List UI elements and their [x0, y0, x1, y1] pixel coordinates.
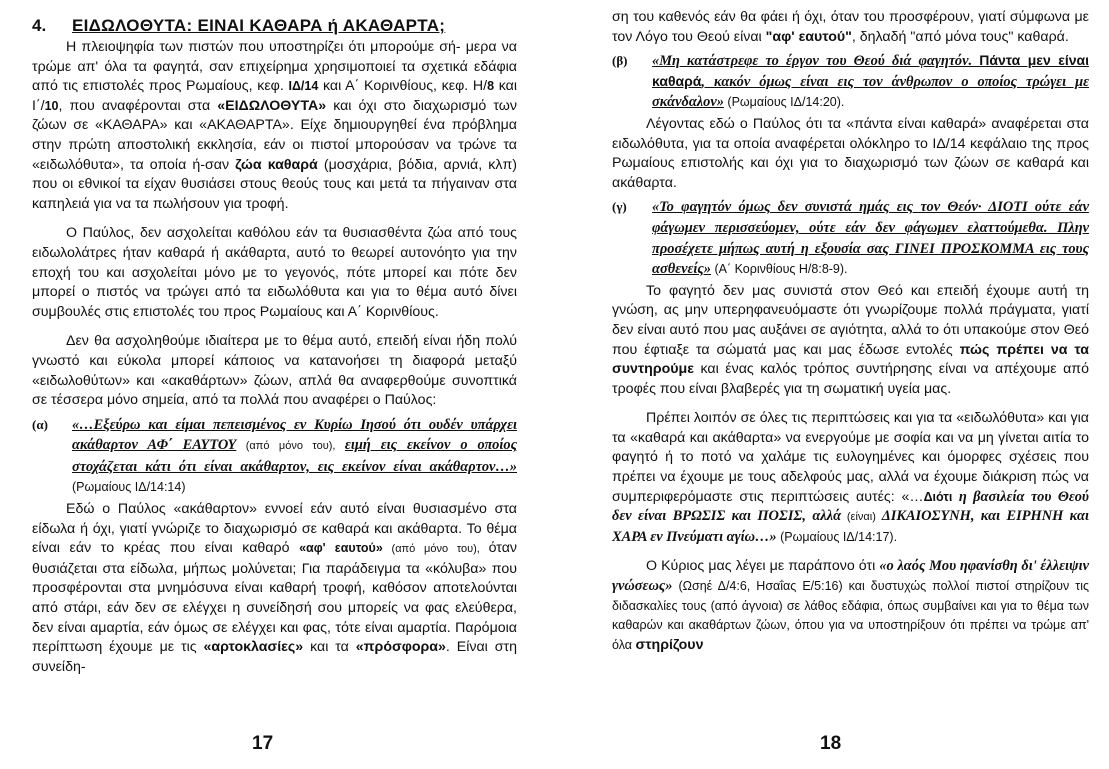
paragraph-explanation: Εδώ ο Παύλος «ακάθαρτον» εννοεί εάν αυτό είναι θυσιασμένο στα είδωλα ή όχι, γιατί γνώριζε το διαχωρισμό σε καθαρά και ακάθαρτα. Το θέμα είναι εάν το κρέας που είναι καθαρό «αφ' εαυτού» (από μόνο του), όταν θυσιάζεται στα είδωλα, μήπως μολύνεται; Για παράδειγμα τα «κόλυβα» που προσφέρονται στα μνημόσυνα είναι καθαρή τροφή, καθόσον αποτελούνται από στάρι, εάν δεν σε ελέγχει η συνείδησή σου μπορείς να φας ελεύθερα, δεν είναι αμαρτία, εάν όμως σε ελέγχει και φας, τότε είναι αμαρτία. Παρόμοια περίπτωση έχουμε με τις «αρτοκλασίες» και τα «πρόσφορα». Είναι στη συνείδη- — [32, 501, 517, 675]
page-number-right: 18 — [820, 733, 842, 754]
item-c-body: «Το φαγητόν όμως δεν συνιστά ημάς εις τον Θεόν· ΔΙΟΤΙ ούτε εάν φάγωμεν περισσεύομεν, ούτε εάν δεν φάγωμεν ελαττούμεθα. Πλην προσέχετε μήπως αυτή η εξουσία σας ΓΙΝΕΙ ΠΡΟΣΚΟΜΜΑ εις τους ασθενείς» (Α΄ Κορινθίους Η/8:8-9). — [652, 199, 1089, 278]
paragraph-paul: Ο Παύλος, δεν ασχολείται καθόλου εάν τα θυσιασθέντα ζώα από τους ειδωλολάτρες ήταν καθαρά ή ακάθαρτα, αυτό το θεωρεί αυτονόητο για την εποχή του και ασχολείται μόνο με το γεγονός, πότε μπορεί και πότε δεν μπορεί ο πιστός να τρώγει από τα ειδωλόθυτα και για το θέμα αυτό δίνει συμβουλές στις επιστολές του προς Ρωμαίους και Α΄ Κορινθίους. — [32, 225, 517, 320]
item-a-label: (α) — [32, 416, 48, 432]
item-b-label: (β) — [612, 53, 628, 69]
page-left — [0, 0, 553, 769]
page-number-left: 17 — [252, 733, 274, 754]
paragraph-lord: Ο Κύριος μας λέγει με παράπονο ότι «ο λαός Μου ηφανίσθη δι' έλλειψιν γνώσεως» (Ωσηέ Δ/4:6, Ησαΐας Ε/5:16) και δυστυχώς πολλοί πιστοί στηρίζουν τις διδασκαλίες τους (από άγνοια) σε λάθος εδάφια, όπως συμβαίνει και για το θέμα των καθαρών και ακαθάρτων ζώων, όπου για να υποστηρίξουν ότι πρέπει να τρώμε απ' όλα στηρίζουν — [612, 558, 1089, 653]
paragraph-continued: ση του καθενός εάν θα φάει ή όχι, όταν του προσφέρουν, γιατί σύμφωνα με τον Λόγο του Θεού είναι "αφ' εαυτού", δηλαδή "από μόνα τους" καθαρά. — [612, 9, 1089, 45]
item-c-label: (γ) — [612, 199, 627, 215]
paragraph-food: Το φαγητό δεν μας συνιστά στον Θεό και επειδή έχουμε αυτή τη γνώση, ας μην υπερηφανευόμαστε ότι γνωρίζουμε πολλά πράγματα, γιατί δεν είναι αυτό που μας αυξάνει σε αγιότητα, αλλά το ότι υπακούμε στον Θεό που έφτιαξε τα σώματά μας και μας έδωσε εντολές πώς πρέπει να τα συντηρούμε και ένας καλός τρόπος συντήρησης είναι να απέχουμε από τροφές που είναι βλαβερές για τη σωματική υγεία μας. — [612, 282, 1089, 397]
paragraph-summary: Δεν θα ασχοληθούμε ιδιαίτερα με το θέμα αυτό, επειδή είναι ήδη πολύ γνωστό και εύκολα μπορεί κάποιος να κατανοήσει τη διαφορά μεταξύ «ειδωλοθύτων» και «ακαθάρτων» ζώων, απλά θα αναφερθούμε συνοπτικά σε τέσσερα μόνο σημεία, από τα πολλά που αναφέρει ο Παύλος: — [32, 333, 517, 409]
item-a-body: «…Εξεύρω και είμαι πεπεισμένος εν Κυρίω Ιησού ότι ουδέν υπάρχει ακάθαρτον ΑΦ΄ ΕΑΥΤΟΥ (από μόνο του), ειμή εις εκείνον ο οποίος στοχάζεται κάτι ότι είναι ακάθαρτον, εις εκείνον είναι ακάθαρτον…» (Ρωμαίους ΙΔ/14:14) — [72, 416, 517, 495]
section-title: ΕΙΔΩΛΟΘΥΤΑ: ΕΙΝΑΙ ΚΑΘΑΡΑ ή ΑΚΑΘΑΡΤΑ; — [72, 16, 446, 35]
item-c — [612, 197, 1089, 279]
item-b — [612, 51, 1089, 113]
section-number: 4. — [32, 16, 47, 35]
page-right — [556, 0, 1109, 769]
paragraph-wisdom: Πρέπει λοιπόν σε όλες τις περιπτώσεις και για τα «ειδωλόθυτα» και για τα «καθαρά και ακάθαρτα» να ενεργούμε με σοφία και να μη γίνεται αιτία το φαγητό ή το ποτό να χαλάμε τις ευλογημένες και όμορφες σχέσεις που πρέπει να έχουμε με τους αδελφούς μας, αλλά να έχουμε διάκριση πώς να συμπεριφερόμαστε στις περιπτώσεις αυτές: «…Διότι η βασιλεία του Θεού δεν είναι ΒΡΩΣΙΣ και ΠΟΣΙΣ, αλλά (είναι) ΔΙΚΑΙΟΣΥΝΗ, και ΕΙΡΗΝΗ και ΧΑΡΑ εν Πνεύματι αγίω…» (Ρωμαίους ΙΔ/14:17). — [612, 410, 1089, 545]
paragraph-all-clean: Λέγοντας εδώ ο Παύλος ότι τα «πάντα είναι καθαρά» αναφέρεται στα ειδωλόθυτα, για τα οποία αναφέρεται ολόκληρο το ΙΔ/14 κεφάλαιο της προς Ρωμαίους επιστολής και όχι για το διαχωρισμό των ζώων σε καθαρά και ακάθαρτα. — [612, 115, 1089, 191]
paragraph-intro: Η πλειοψηφία των πιστών που υποστηρίζει ότι μπορούμε σή- μερα να τρώμε απ' όλα τα φαγητά, σαν επιχείρημα χρησιμοποιεί τα σχετικά εδάφια από τις επιστολές προς Ρωμαίους, κεφ. ΙΔ/14 και Α΄ Κορινθίους, κεφ. Η/8 και Ι΄/10, που αναφέρονται στα «ΕΙΔΩΛΟΘΥΤΑ» και όχι στο διαχωρισμό των ζώων σε «ΚΑΘΑΡΑ» και «ΑΚΑΘΑΡΤΑ». Είχε δημιουργηθεί ένα πρόβλημα στην πρώτη αποστολική εκκλησία, εάν οι πιστοί μπορούσαν να τρώνε τα «ειδωλόθυτα», τα οποία ή-σαν ζώα καθαρά (μοσχάρια, βόδια, αρνιά, κλπ) που οι εθνικοί τα είχαν θυσιάσει στους θεούς τους και μετά τα πήγαιναν στα καπηλειά για να τα πωλήσουν για τροφή. — [32, 39, 518, 212]
section-heading — [32, 16, 517, 36]
item-b-body: «Μη κατάστρεφε το έργον του Θεού διά φαγητόν. Πάντα μεν είναι καθαρά, κακόν όμως είναι εις τον άνθρωπον ο οποίος τρώγει με σκάνδαλον» (Ρωμαίους ΙΔ/14:20). — [652, 52, 1090, 111]
item-a — [32, 415, 517, 498]
